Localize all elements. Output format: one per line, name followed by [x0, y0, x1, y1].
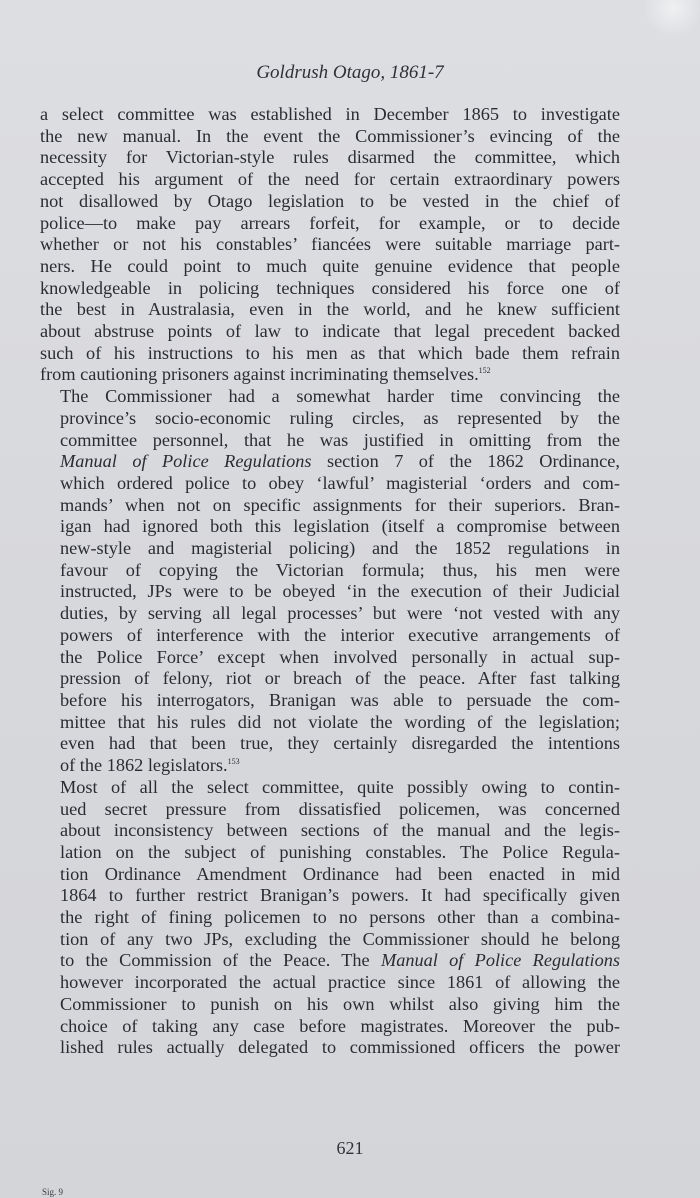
- text-line-italic: to the Commission of the Peace. The Manual of Police Regulations: [60, 950, 620, 971]
- text-line: about abstruse points of law to indicate that legal precedent backed: [40, 321, 620, 342]
- text-line: The Commissioner had a somewhat harder time convincing the: [60, 386, 620, 407]
- text-line: even had that been true, they certainly disregarded the intentions: [60, 733, 620, 754]
- text-line: committee personnel, that he was justified in omitting from the: [60, 429, 620, 450]
- text-line: ners. He could point to much quite genuine evidence that people: [40, 255, 620, 276]
- text-line: lished rules actually delegated to commissioned officers the power: [60, 1037, 620, 1058]
- text-line: Most of all the select committee, quite possibly owing to contin-: [60, 776, 620, 797]
- italic-title: Manual of Police Regulations: [60, 451, 312, 472]
- text-line-italic: Manual of Police Regulations section 7 of the 1862 Ordinance,: [60, 451, 620, 472]
- text-line: favour of copying the Victorian formula; thus, his men were: [60, 559, 620, 580]
- text-line: however incorporated the actual practice since 1861 of allowing the: [60, 972, 620, 993]
- text-line: choice of taking any case before magistrates. Moreover the pub-: [60, 1015, 620, 1036]
- text-line: ued secret pressure from dissatisfied policemen, was concerned: [60, 798, 620, 819]
- text-line: accepted his argument of the need for certain extraordinary powers: [40, 169, 620, 190]
- text-line: instructed, JPs were to be obeyed ‘in the execution of their Judicial: [60, 581, 620, 602]
- page-number: 621: [336, 1138, 364, 1158]
- text-line: the right of fining policemen to no persons other than a combina-: [60, 907, 620, 928]
- text-line: the Police Force’ except when involved personally in actual sup-: [60, 646, 620, 667]
- text-line: Commissioner to punish on his own whilst also giving him the: [60, 993, 620, 1014]
- paragraph-1: [40, 104, 620, 386]
- text-line: of the 1862 legislators.: [60, 755, 228, 776]
- paper-speckle: [610, 0, 700, 40]
- text-line: such of his instructions to his men as that which bade them refrain: [40, 342, 620, 363]
- text-line: mands’ when not on specific assignments for their superiors. Bran-: [60, 494, 620, 515]
- text-line: mittee that his rules did not violate the wording of the legislation;: [60, 711, 620, 732]
- text-line-last: [40, 364, 620, 386]
- text-line: a select committee was established in December 1865 to investigate: [40, 104, 620, 124]
- signature-mark: Sig. 9: [42, 1187, 64, 1197]
- text-line: igan had ignored both this legislation (itself a compromise between: [60, 516, 620, 537]
- text-line: knowledgeable in policing techniques considered his force one of: [40, 277, 620, 298]
- text-line: tion Ordinance Amendment Ordinance had been enacted in mid: [60, 863, 620, 884]
- paragraph-3: [40, 777, 620, 1059]
- text-line: which ordered police to obey ‘lawful’ magisterial ‘orders and com-: [60, 472, 620, 493]
- text-line: powers of interference with the interior executive arrangements of: [60, 624, 620, 645]
- paragraph-2: [40, 386, 620, 777]
- text-line: duties, by serving all legal processes’ but were ‘not vested with any: [60, 603, 620, 624]
- text-line: about inconsistency between sections of the manual and the legis-: [60, 820, 620, 841]
- text-line: necessity for Victorian-style rules disarmed the committee, which: [40, 147, 620, 168]
- text-line: the best in Australasia, even in the world, and he knew sufficient: [40, 299, 620, 320]
- text-line: new-style and magisterial policing) and the 1852 regulations in: [60, 538, 620, 559]
- text-line: pression of felony, riot or breach of the peace. After fast talking: [60, 668, 620, 689]
- text-line: the new manual. In the event the Commissioner’s evincing of the: [40, 125, 620, 146]
- text-line: police—to make pay arrears forfeit, for example, or to decide: [40, 212, 620, 233]
- text-line: 1864 to further restrict Branigan’s powers. It had specifically given: [60, 885, 620, 906]
- text-line: lation on the subject of punishing constables. The Police Regula-: [60, 841, 620, 862]
- text-line: whether or not his constables’ fiancées were suitable marriage part-: [40, 234, 620, 255]
- text-line: tion of any two JPs, excluding the Commissioner should he belong: [60, 928, 620, 949]
- footnote-ref: 153: [227, 757, 240, 767]
- running-head: Goldrush Otago, 1861-7: [256, 62, 444, 83]
- text-line: before his interrogators, Branigan was able to persuade the com-: [60, 689, 620, 710]
- text-line: province’s socio-economic ruling circles, as represented by the: [60, 407, 620, 428]
- text-line: from cautioning prisoners against incriminating themselves.: [40, 364, 479, 385]
- footnote-ref: 152: [478, 366, 491, 376]
- text-line-last: [40, 755, 620, 777]
- text-line: not disallowed by Otago legislation to be vested in the chief of: [40, 190, 620, 211]
- body-text: [40, 104, 620, 1059]
- italic-title: Manual of Police Regulations: [380, 950, 620, 971]
